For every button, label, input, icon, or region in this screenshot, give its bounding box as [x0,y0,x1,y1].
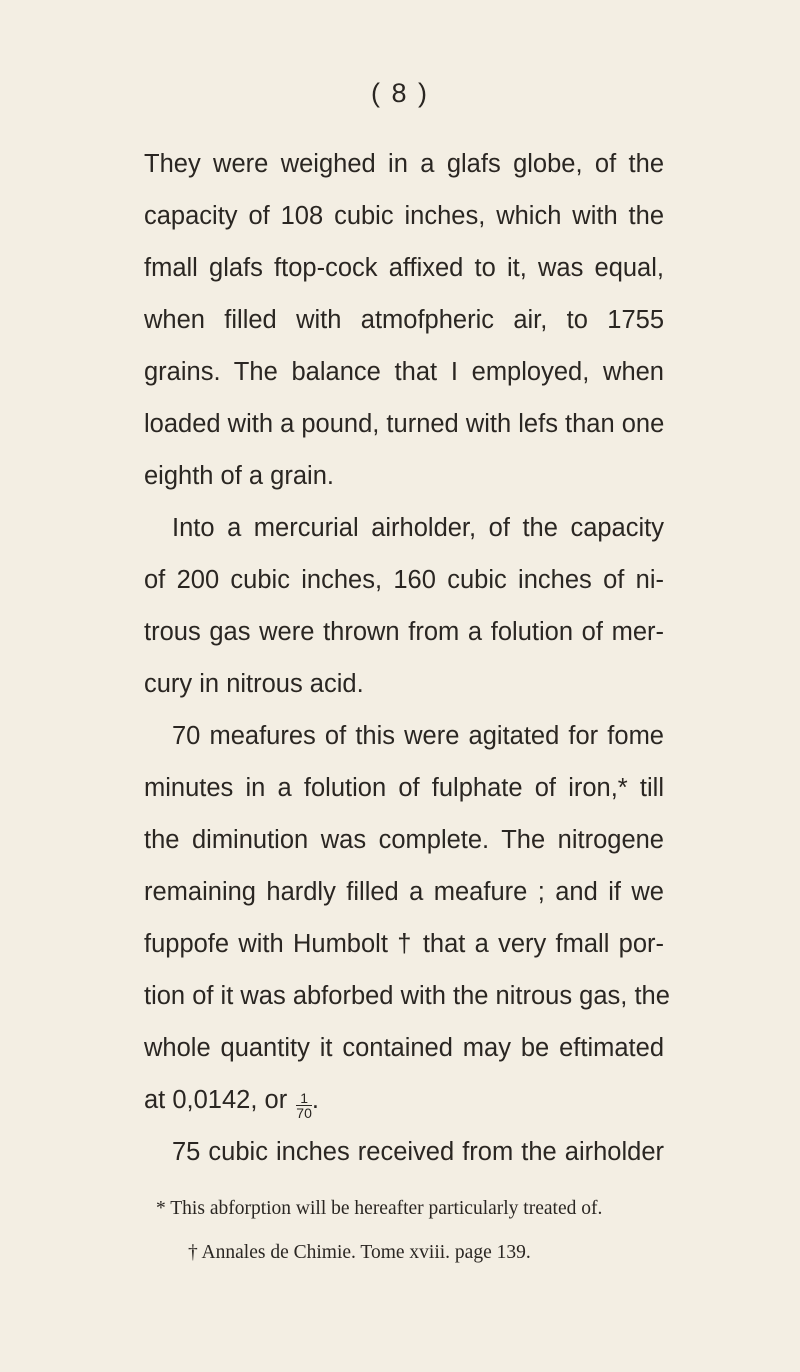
text-segment: at 0,0142, or [144,1086,288,1114]
text-line: remaining hardly filled a meafure ; and if we [144,878,664,906]
fraction-denominator: 70 [296,1105,312,1121]
text-line: tion of it was abforbed with the nitrous gas, the [144,982,670,1010]
text-line: of 200 cubic inches, 160 cubic inches of ni- [144,566,664,594]
text-line: cury in nitrous acid. [144,670,364,698]
text-line: fuppofe with Humbolt † that a very fmall por- [144,930,664,958]
text-line: 70 meafures of this were agitated for fome [172,722,664,750]
fraction [296,1091,312,1120]
text-line: fmall glafs ftop-cock affixed to it, was equal, [144,254,664,282]
text-line: eighth of a grain. [144,462,334,490]
text-line: when filled with atmofpheric air, to 1755 [144,306,664,334]
text-line: grains. The balance that I employed, when [144,358,664,386]
text-line: trous gas were thrown from a folution of mer- [144,618,664,646]
text-line: minutes in a folution of fulphate of iron,* till [144,774,664,802]
text-line: whole quantity it contained may be eftimated [144,1034,664,1062]
text-line: 75 cubic inches received from the airholder [172,1138,664,1166]
text-line: Into a mercurial airholder, of the capacity [172,514,664,542]
text-line: loaded with a pound, turned with lefs than one [144,410,665,438]
text-line: They were weighed in a glafs globe, of the [144,150,664,178]
fraction-trailing: . [311,1086,319,1114]
text-line: capacity of 108 cubic inches, which with the [144,202,664,230]
text-line-with-fraction [144,1082,664,1120]
text-line: the diminution was complete. The nitrogene [144,826,664,854]
page-number: ( 8 ) [370,78,429,108]
footnote: † Annales de Chimie. Tome xviii. page 139. [188,1242,531,1263]
fraction-numerator: 1 [296,1091,312,1106]
footnote: * This abforption will be hereafter particularly treated of. [156,1198,603,1219]
